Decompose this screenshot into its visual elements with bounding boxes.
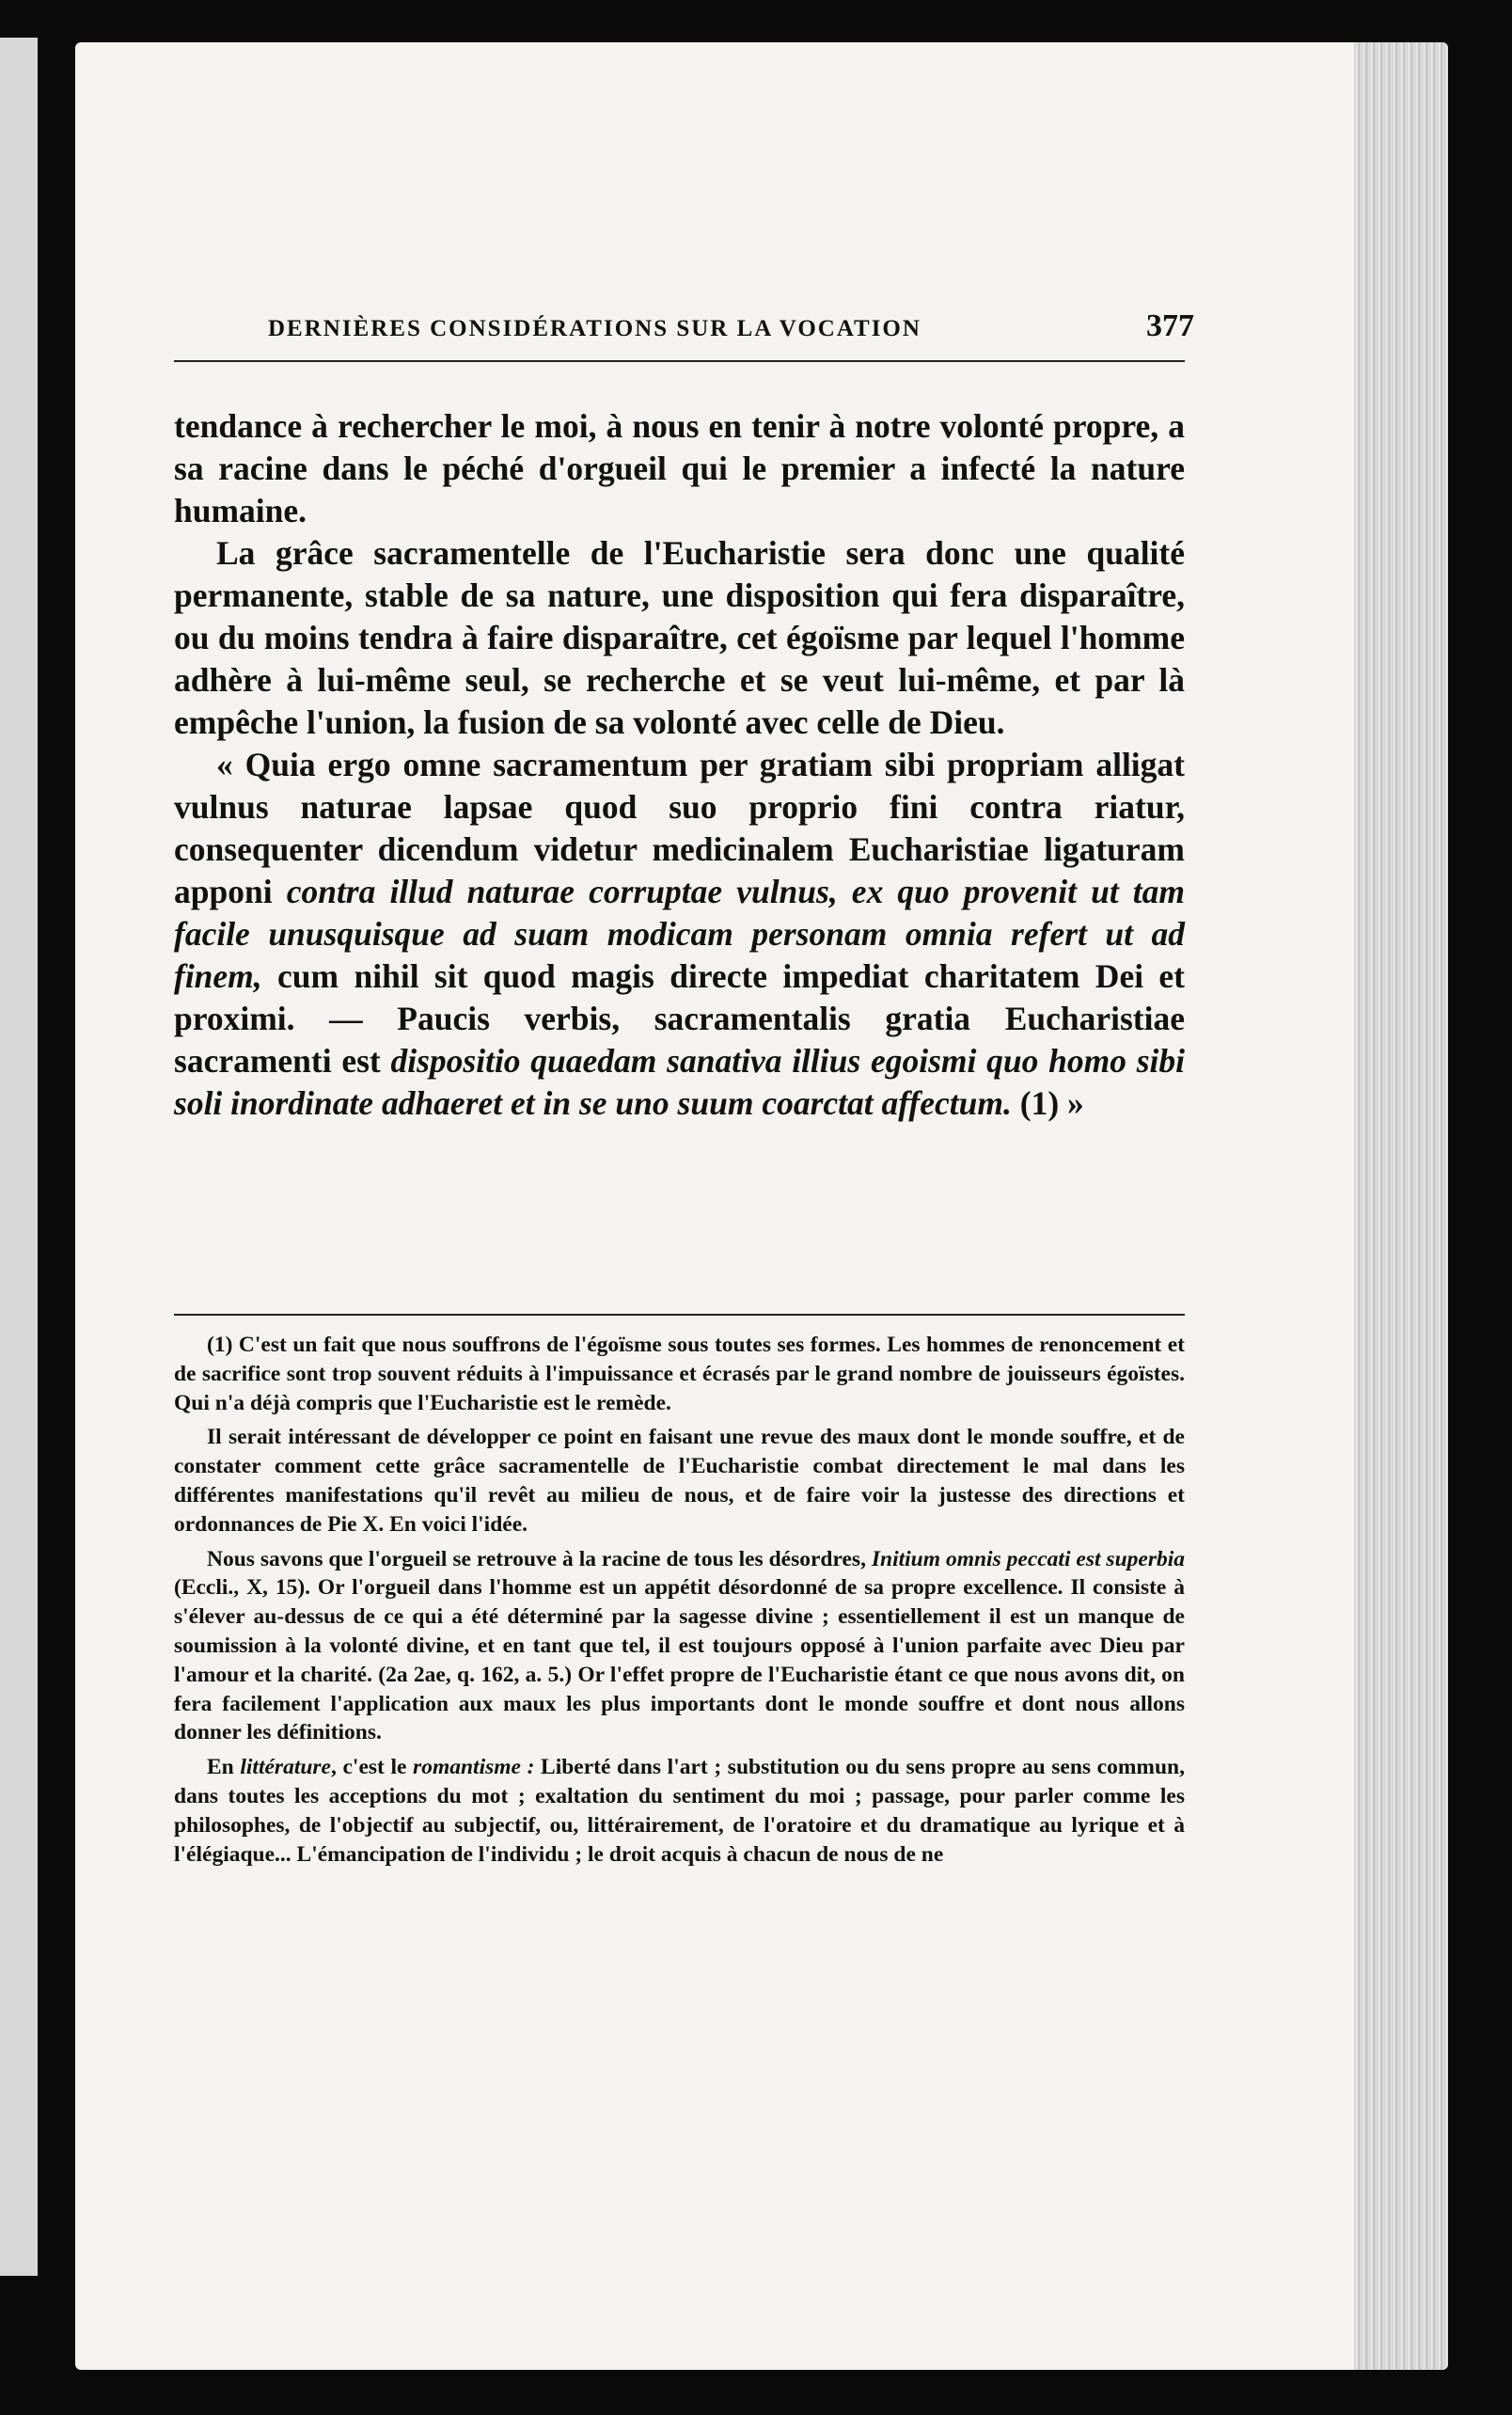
quote-italic: dispositio quaedam sanativa illius egoismi quo homo sibi soli inordinate adhaeret et in se uno suum coarctat affectum.	[174, 1042, 1185, 1122]
paragraph: tendance à rechercher le moi, à nous en tenir à notre volonté propre, a sa racine dans le péché d'orgueil qui le premier a infecté la nature humaine.	[174, 407, 1185, 529]
footnote: (1) C'est un fait que nous souffrons de l'égoïsme sous toutes ses formes. Les hommes de renoncement et de sacrifice sont trop souvent réduits à l'impuissance et écrasés par le grand nombre de jouisseurs égoïstes. Qui n'a déjà compris que l'Eucharistie est le remède.	[174, 1333, 1185, 1415]
page-stack-edge	[1354, 42, 1448, 2370]
footnotes	[174, 1331, 1185, 1874]
footnote	[174, 1545, 1185, 1748]
footnote-text: Liberté dans l'art ; substitution ou du sens propre au sens commun, dans toutes les acceptions du mot ; exaltation du sentiment du moi ; passage, pour parler comme les philosophes, de l'objectif au subjectif, ou, littérairement, de l'oratoire et du dramatique au lyrique et à l'élégiaque... L'émancipation de l'individu ; le droit acquis à chacun de nous de ne	[174, 1755, 1186, 1867]
footnote-italic: romantisme :	[413, 1755, 535, 1780]
page-header	[268, 308, 1194, 355]
footnote-text: (Eccli., X, 15). Or l'orgueil dans l'homme est un appétit désordonné de sa propre excellence. Il consiste à s'élever au-dessus de ce qui a été déterminé par la sagesse divine ; essentiellement il est un manque de soumission à la volonté divine, et en tant que tel, il est toujours opposé à l'union parfaite avec Dieu par l'amour et la charité. (2a 2ae, q. 162, a. 5.) Or l'effet propre de l'Eucharistie étant ce que nous avons dit, on fera facilement l'application aux maux les plus importants dont le monde souffre et dont nous allons donner les définitions.	[174, 1575, 1185, 1745]
running-head: DERNIÈRES CONSIDÉRATIONS SUR LA VOCATION	[268, 316, 921, 341]
footnote-text: En	[207, 1755, 241, 1780]
footnote-text: , c'est le	[331, 1755, 414, 1780]
latin-quote-paragraph	[174, 744, 1185, 1125]
quote-italic: contra illud naturae corruptae vulnus, ex quo provenit ut tam facile unusquisque ad suam modicam personam omnia refert ut ad finem,	[174, 873, 1186, 995]
footnote-italic: Initium omnis peccati est superbia	[871, 1546, 1185, 1571]
book-page	[75, 42, 1448, 2370]
footnote-text: Nous savons que l'orgueil se retrouve à la racine de tous les désordres,	[207, 1546, 872, 1571]
main-text	[174, 405, 1185, 1125]
footnote	[174, 1753, 1185, 1869]
quote-text: « Quia ergo omne sacramentum per gratiam sibi propriam alligat vulnus naturae lapsae quod suo proprio fini contra riatur, consequenter dicendum videtur medicinalem Eucharistiae ligaturam apponi	[174, 746, 1185, 910]
paragraph: La grâce sacramentelle de l'Eucharistie sera donc une qualité permanente, stable de sa nature, une disposition qui fera disparaître, ou du moins tendra à faire disparaître, cet égoïsme par lequel l'homme adhère à lui-même seul, se recherche et se veut lui-même, et par là empêche l'union, la fusion de sa volonté avec celle de Dieu.	[174, 534, 1185, 741]
footnote-reference: (1) »	[1011, 1084, 1084, 1122]
quote-text: cum nihil sit quod magis directe impediat charitatem Dei et proximi. — Paucis verbis, sacramentalis gratia Eucharistiae sacramenti est	[174, 957, 1185, 1080]
header-rule	[174, 360, 1185, 362]
adjacent-page-edge	[0, 38, 38, 2276]
footnote: Il serait intéressant de développer ce point en faisant une revue des maux dont le monde souffre, et de constater comment cette grâce sacramentelle de l'Eucharistie combat directement le mal dans les différentes manifestations qu'il revêt au milieu de nous, et de faire voir la justesse des directions et ordonnances de Pie X. En voici l'idée.	[174, 1425, 1185, 1537]
page-number: 377	[1146, 308, 1194, 343]
footnote-italic: littérature	[240, 1755, 331, 1780]
footnote-rule	[174, 1314, 1185, 1316]
